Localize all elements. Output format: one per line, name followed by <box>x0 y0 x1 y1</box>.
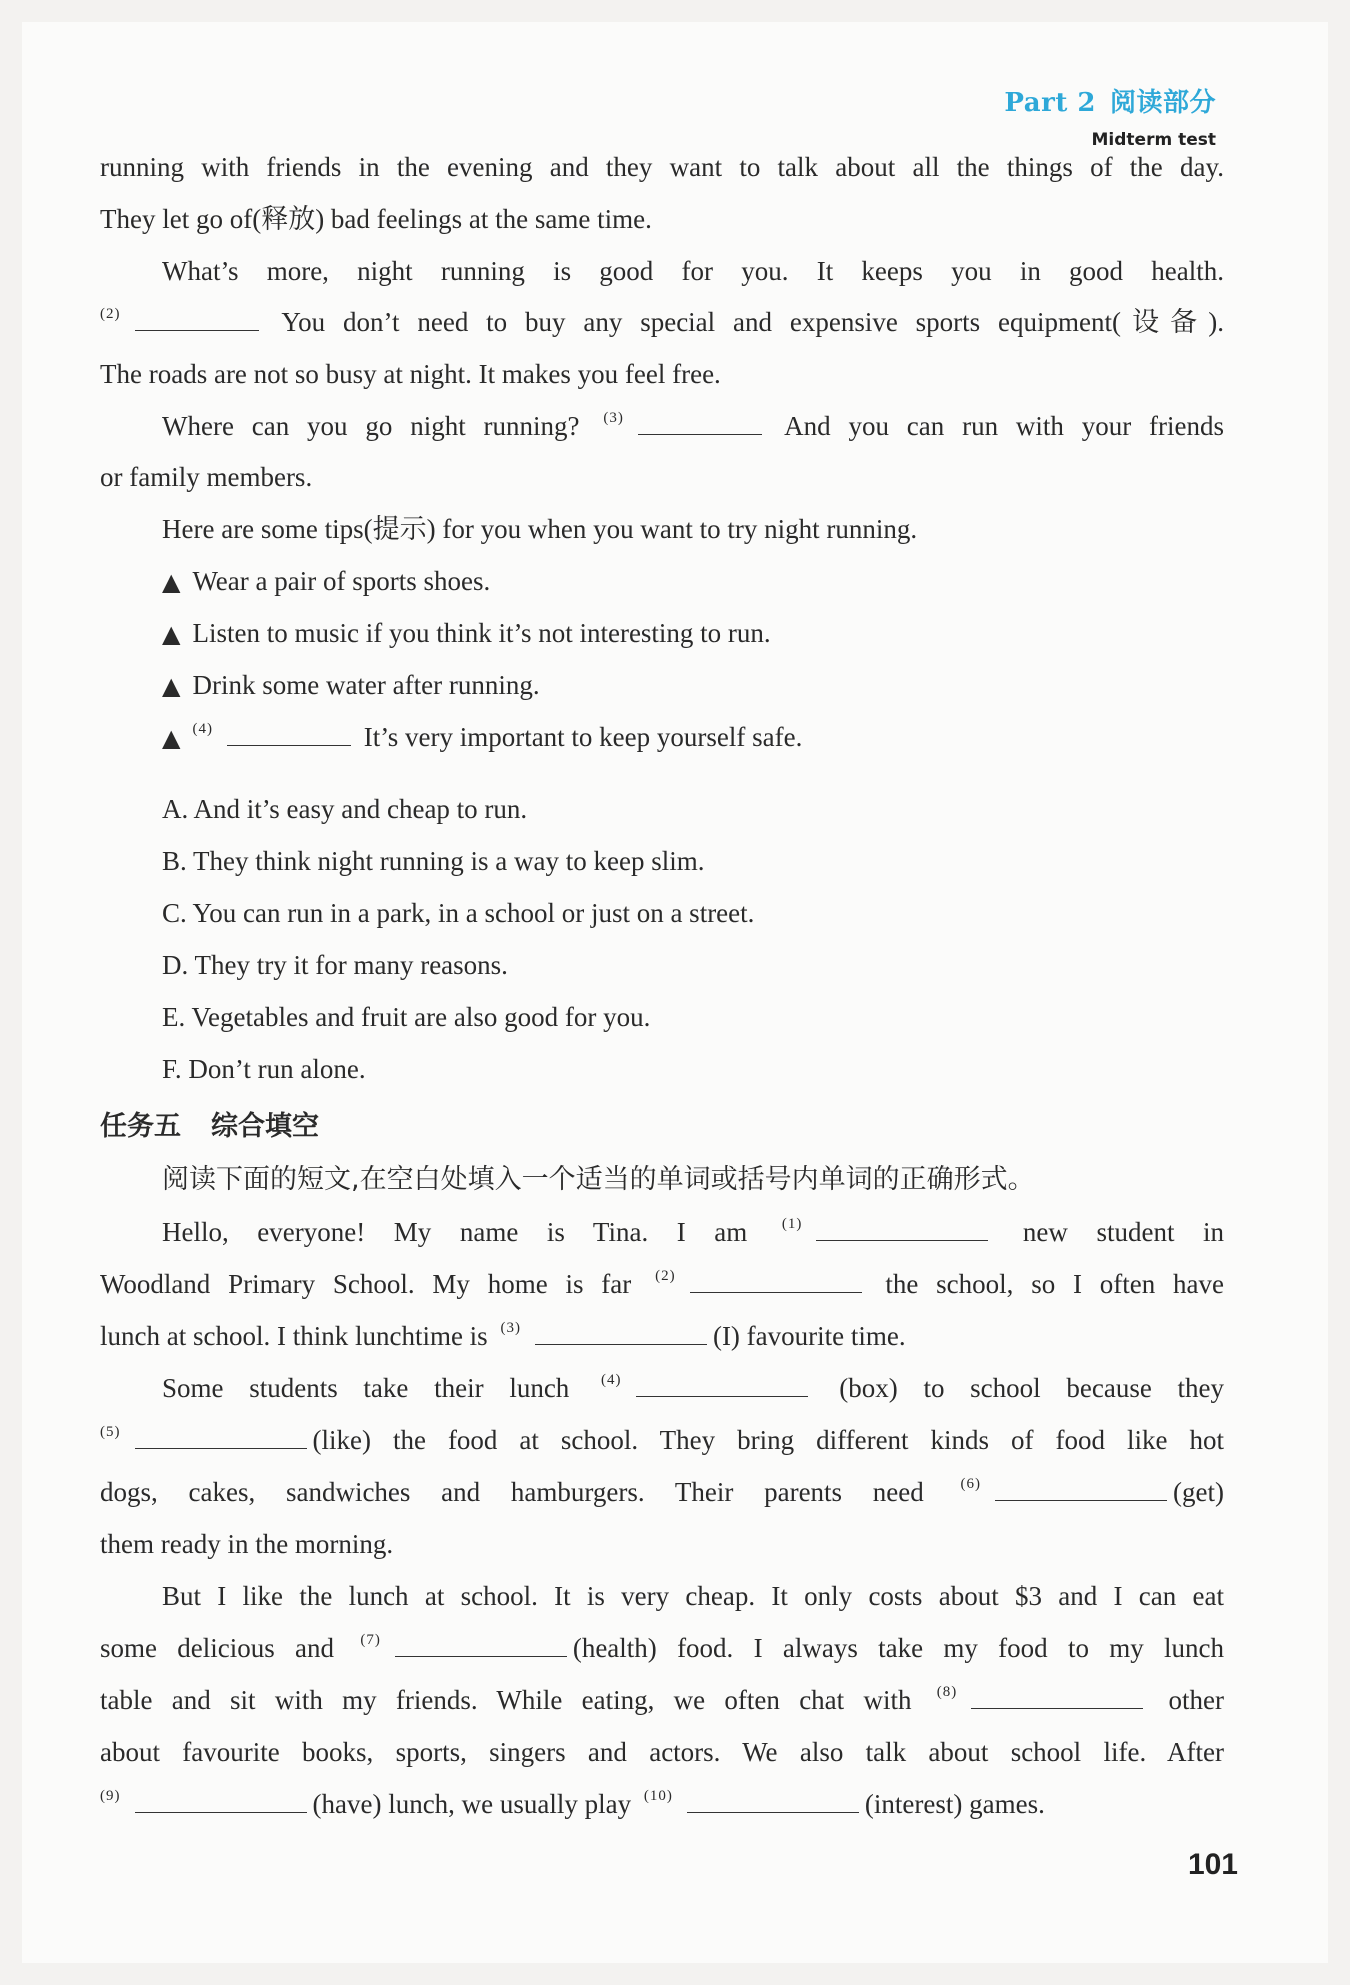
passage-line <box>100 1683 1224 1722</box>
option-e: E. Vegetables and fruit are also good for you. <box>162 1002 651 1032</box>
blank-number: (4) <box>601 1372 622 1388</box>
passage-line <box>100 305 1224 344</box>
passage-line <box>162 409 1224 448</box>
option-b: B. They think night running is a way to keep slim. <box>162 846 705 876</box>
answer-blank[interactable] <box>135 329 259 331</box>
passage-text: You don’t need to buy any special and expensive sports equipment(设备). <box>281 307 1225 337</box>
answer-blank[interactable] <box>535 1343 707 1345</box>
passage-line: They let go of(释放) bad feelings at the same time. <box>100 204 652 234</box>
triangle-bullet-icon: ▲ <box>162 672 181 700</box>
blank-number: (5) <box>100 1424 121 1440</box>
answer-blank[interactable] <box>690 1291 862 1293</box>
passage-text: lunch at school. I think lunchtime is <box>100 1321 488 1351</box>
passage-line: or family members. <box>100 462 313 492</box>
passage-text: Hello, everyone! My name is Tina. I am <box>162 1217 748 1247</box>
blank-number: (7) <box>360 1632 381 1648</box>
tip-item <box>162 564 1224 599</box>
tip-item <box>162 720 1224 759</box>
blank-number: (3) <box>500 1320 521 1336</box>
answer-blank[interactable] <box>135 1811 307 1813</box>
answer-blank[interactable] <box>636 1395 808 1397</box>
blank-number: (1) <box>781 1216 803 1232</box>
tip-item <box>162 668 1224 703</box>
passage-line <box>100 1475 1224 1514</box>
header-subtitle: Midterm test <box>1091 130 1216 150</box>
passage-text: other <box>1168 1685 1225 1715</box>
passage-line: But I like the lunch at school. It is very cheap. It only costs about $3 and I can eat <box>162 1581 1224 1611</box>
triangle-bullet-icon: ▲ <box>162 620 181 648</box>
passage-line <box>100 1423 1224 1462</box>
passage-line <box>100 1267 1224 1306</box>
passage-text: And you can run with your friends <box>784 411 1225 441</box>
option-d: D. They try it for many reasons. <box>162 950 508 980</box>
passage-text: Where can you go night running? <box>162 411 580 441</box>
answer-blank[interactable] <box>971 1707 1143 1709</box>
passage-text: (health) food. I always take my food to my lunch <box>572 1633 1224 1663</box>
passage-line <box>100 1787 1224 1826</box>
passage-text: (like) the food at school. They bring different kinds of food like hot <box>312 1425 1224 1455</box>
passage-text: new student in <box>1022 1217 1225 1247</box>
triangle-bullet-icon: ▲ <box>162 568 181 596</box>
passage-text: table and sit with my friends. While eating, we often chat with <box>100 1685 912 1715</box>
answer-blank[interactable] <box>227 744 351 746</box>
tip-text: Wear a pair of sports shoes. <box>192 566 491 596</box>
section-label: 阅读部分 <box>1109 88 1216 118</box>
answer-blank[interactable] <box>638 433 762 435</box>
passage-text: (interest) games. <box>864 1789 1045 1819</box>
task-title: 任务五 <box>100 1111 181 1142</box>
passage-line <box>100 1319 1224 1358</box>
tip-item <box>162 616 1224 651</box>
passage-text: (have) lunch, we usually play <box>312 1789 632 1819</box>
option-a: A. And it’s easy and cheap to run. <box>162 794 528 824</box>
blank-number: (8) <box>936 1684 958 1700</box>
passage-line: The roads are not so busy at night. It makes you feel free. <box>100 359 721 389</box>
passage-line: Here are some tips(提示) for you when you want to try night running. <box>162 514 918 544</box>
answer-blank[interactable] <box>135 1447 307 1449</box>
triangle-bullet-icon: ▲ <box>162 724 181 752</box>
blank-number: (4) <box>192 721 213 737</box>
part-label: Part 2 <box>1004 88 1096 118</box>
passage-text: (get) <box>1173 1477 1224 1507</box>
passage-text: (box) to school because they <box>839 1373 1225 1403</box>
blank-number: (9) <box>100 1788 121 1804</box>
task-subtitle: 综合填空 <box>211 1111 319 1142</box>
passage-line: What’s more, night running is good for you. It keeps you in good health. <box>162 256 1224 286</box>
passage-text: some delicious and <box>100 1633 335 1663</box>
passage-text: Some students take their lunch <box>162 1373 570 1403</box>
answer-blank[interactable] <box>395 1655 567 1657</box>
passage-text: (I) favourite time. <box>712 1321 906 1351</box>
option-f: F. Don’t run alone. <box>162 1054 366 1084</box>
passage-text: Woodland Primary School. My home is far <box>100 1269 632 1299</box>
answer-blank[interactable] <box>995 1499 1167 1501</box>
tip-text: Listen to music if you think it’s not interesting to run. <box>192 618 771 648</box>
passage-line: about favourite books, sports, singers and actors. We also talk about school life. After <box>100 1737 1224 1767</box>
passage-line: them ready in the morning. <box>100 1529 394 1559</box>
blank-number: (3) <box>603 410 624 426</box>
passage-line <box>162 1215 1224 1254</box>
answer-blank[interactable] <box>816 1239 988 1241</box>
blank-number: (10) <box>643 1788 673 1804</box>
passage-text: the school, so I often have <box>885 1269 1225 1299</box>
page-number: 101 <box>1187 1848 1238 1881</box>
passage-line <box>100 1631 1224 1670</box>
option-c: C. You can run in a park, in a school or just on a street. <box>162 898 755 928</box>
answer-blank[interactable] <box>687 1811 859 1813</box>
blank-number: (2) <box>655 1268 676 1284</box>
task-instruction: 阅读下面的短文,在空白处填入一个适当的单词或括号内单词的正确形式。 <box>162 1164 1035 1195</box>
task-heading <box>100 1110 319 1144</box>
blank-number: (6) <box>960 1476 982 1492</box>
passage-line: running with friends in the evening and they want to talk about all the things of the day. <box>100 152 1224 182</box>
passage-line <box>162 1371 1224 1410</box>
header-part <box>1004 82 1216 119</box>
passage-text: dogs, cakes, sandwiches and hamburgers. Their parents need <box>100 1477 924 1507</box>
tip-text: It’s very important to keep yourself safe. <box>363 722 803 752</box>
blank-number: (2) <box>100 306 121 322</box>
tip-text: Drink some water after running. <box>192 670 540 700</box>
